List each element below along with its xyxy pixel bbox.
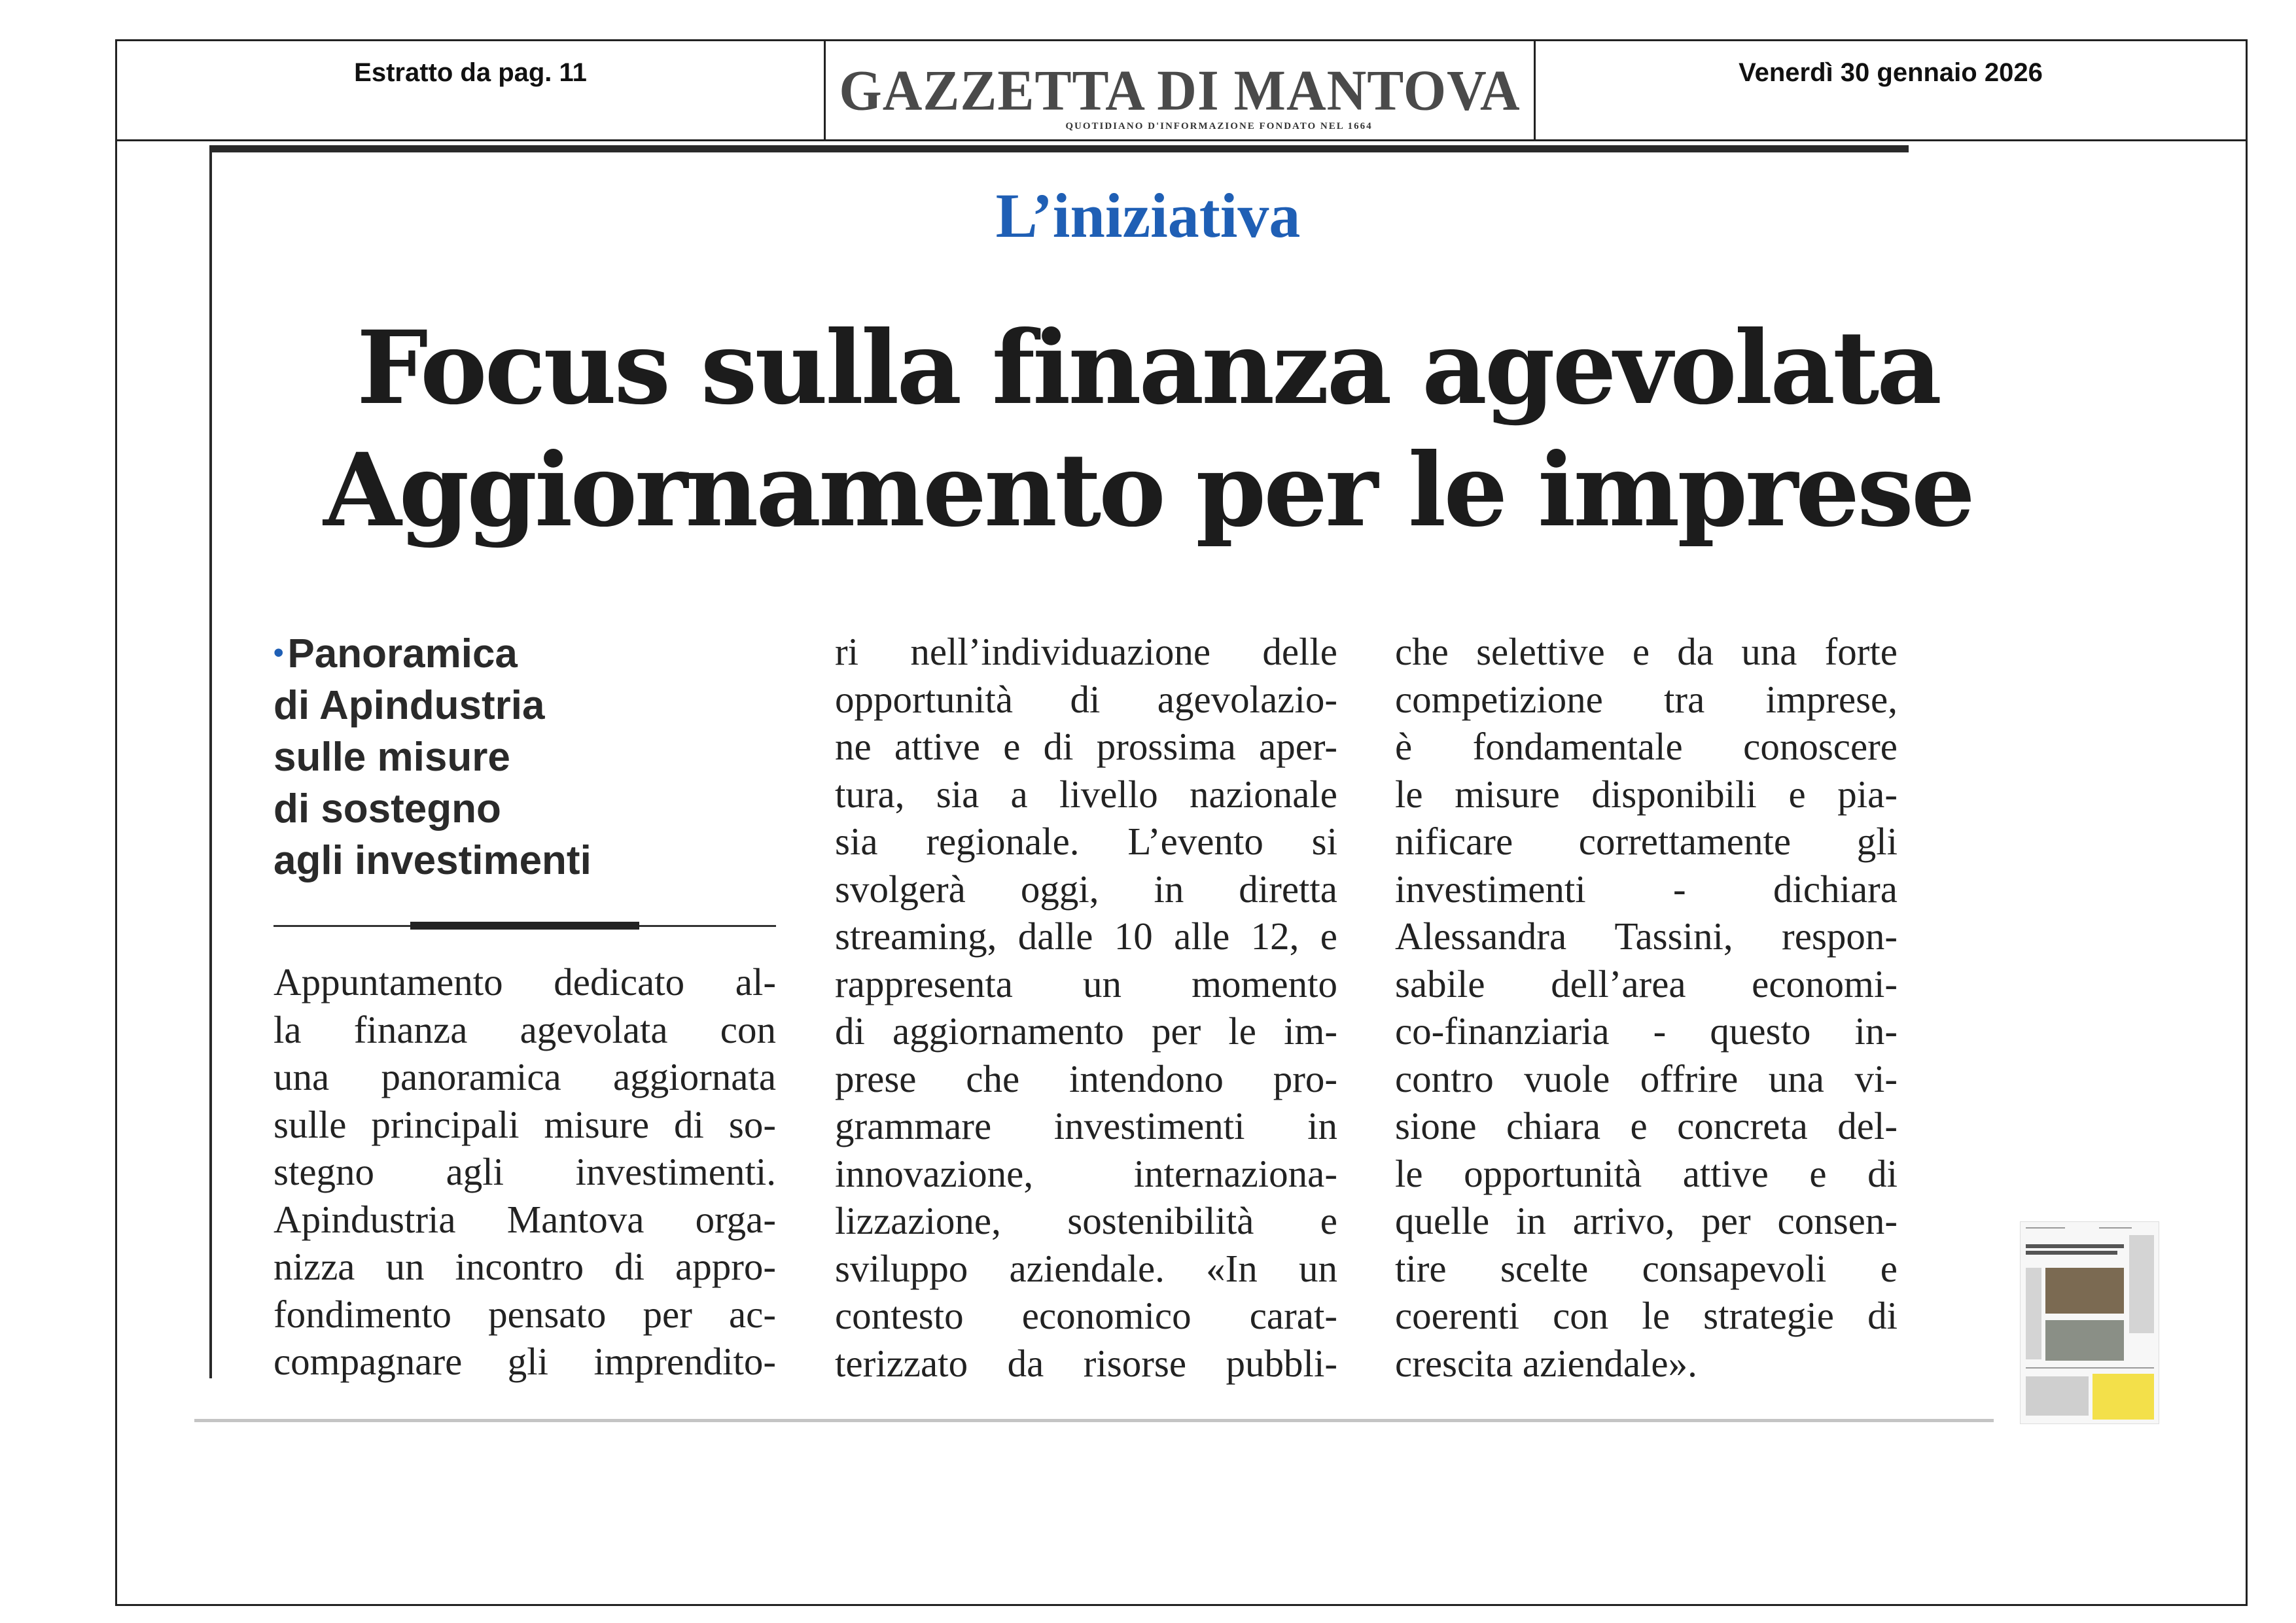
body-line: svolgerà oggi, in diretta — [835, 867, 1337, 911]
body-column-3 — [1395, 628, 1898, 1387]
body-line: ri nell’individuazione delle — [835, 630, 1337, 673]
body-line: innovazione, internaziona- — [835, 1151, 1337, 1195]
body-line: tire scelte consapevoli e — [1395, 1246, 1898, 1290]
page-thumbnail — [2020, 1221, 2159, 1424]
page-reference: Estratto da pag. 11 — [354, 58, 587, 87]
body-line: contro vuole offrire una vi- — [1395, 1056, 1898, 1100]
article-top-rule — [209, 145, 1909, 152]
body-line: crescita aziendale». — [1395, 1341, 1697, 1385]
summary-line: agli investimenti — [274, 838, 592, 883]
body-line: investimenti - dichiara — [1395, 867, 1898, 911]
body-line: compagnare gli imprendito- — [274, 1340, 776, 1383]
body-line: stegno agli investimenti. — [274, 1150, 776, 1193]
headline-line-1: Focus sulla finanza agevolata — [357, 309, 1939, 427]
body-column-2 — [835, 628, 1337, 1387]
body-line: è fondamentale conoscere — [1395, 725, 1898, 768]
body-line: nificare correttamente gli — [1395, 820, 1898, 863]
bullet-icon: • — [274, 637, 284, 669]
summary-line: •Panoramica — [274, 631, 518, 676]
body-line: sulle principali misure di so- — [274, 1102, 776, 1146]
body-line: ne attive e di prossima aper- — [835, 725, 1337, 768]
body-line: le opportunità attive e di — [1395, 1151, 1898, 1195]
summary-line: sulle misure — [274, 735, 510, 780]
body-line: sione chiara e concreta del- — [1395, 1104, 1898, 1147]
headline-line-2: Aggiornamento per le imprese — [323, 431, 1973, 550]
article-bottom-rule — [194, 1419, 1994, 1422]
clipping-header — [117, 41, 2246, 141]
body-line: fondimento pensato per ac- — [274, 1292, 776, 1336]
body-line: Appuntamento dedicato al- — [274, 960, 776, 1003]
article-summary — [274, 627, 666, 886]
body-line: streaming, dalle 10 alle 12, e — [835, 915, 1337, 958]
article-kicker: L’iniziativa — [995, 181, 1301, 251]
body-line: competizione tra imprese, — [1395, 677, 1898, 721]
body-line: prese che intendono pro- — [835, 1056, 1337, 1100]
body-line: che selettive e da una forte — [1395, 630, 1898, 673]
body-line: terizzato da risorse pubbli- — [835, 1341, 1337, 1385]
header-date-cell — [1536, 41, 2246, 139]
body-line: tura, sia a livello nazionale — [835, 772, 1337, 816]
body-line: Alessandra Tassini, respon- — [1395, 915, 1898, 958]
thumbnail-highlighted-article — [2093, 1374, 2154, 1420]
summary-line: di sostegno — [274, 786, 501, 831]
summary-separator-accent — [410, 922, 639, 930]
body-column-1 — [274, 958, 776, 1386]
publication-date: Venerdì 30 gennaio 2026 — [1739, 58, 2043, 87]
body-line: sviluppo aziendale. «In un — [835, 1246, 1337, 1290]
body-line: le misure disponibili e pia- — [1395, 772, 1898, 816]
summary-line: di Apindustria — [274, 683, 545, 728]
body-line: grammare investimenti in — [835, 1104, 1337, 1147]
body-line: opportunità di agevolazio- — [835, 677, 1337, 721]
body-line: coerenti con le strategie di — [1395, 1294, 1898, 1337]
body-line: una panoramica aggiornata — [274, 1055, 776, 1098]
masthead-cell — [826, 41, 1536, 139]
body-line: sabile dell’area economi- — [1395, 962, 1898, 1005]
body-line: rappresenta un momento — [835, 962, 1337, 1005]
header-page-cell — [117, 41, 826, 139]
masthead-tagline: QUOTIDIANO D'INFORMAZIONE FONDATO NEL 1664 — [1065, 120, 1373, 131]
body-line: lizzazione, sostenibilità e — [835, 1199, 1337, 1242]
masthead-logo: GAZZETTA DI MANTOVA — [839, 58, 1521, 122]
body-line: sia regionale. L’evento si — [835, 820, 1337, 863]
body-line: co-finanziaria - questo in- — [1395, 1009, 1898, 1053]
body-line: la finanza agevolata con — [274, 1007, 776, 1051]
body-line: nizza un incontro di appro- — [274, 1245, 776, 1288]
body-line: quelle in arrivo, per consen- — [1395, 1199, 1898, 1242]
body-line: contesto economico carat- — [835, 1294, 1337, 1337]
body-line: di aggiornamento per le im- — [835, 1009, 1337, 1053]
body-line: Apindustria Mantova orga- — [274, 1197, 776, 1241]
